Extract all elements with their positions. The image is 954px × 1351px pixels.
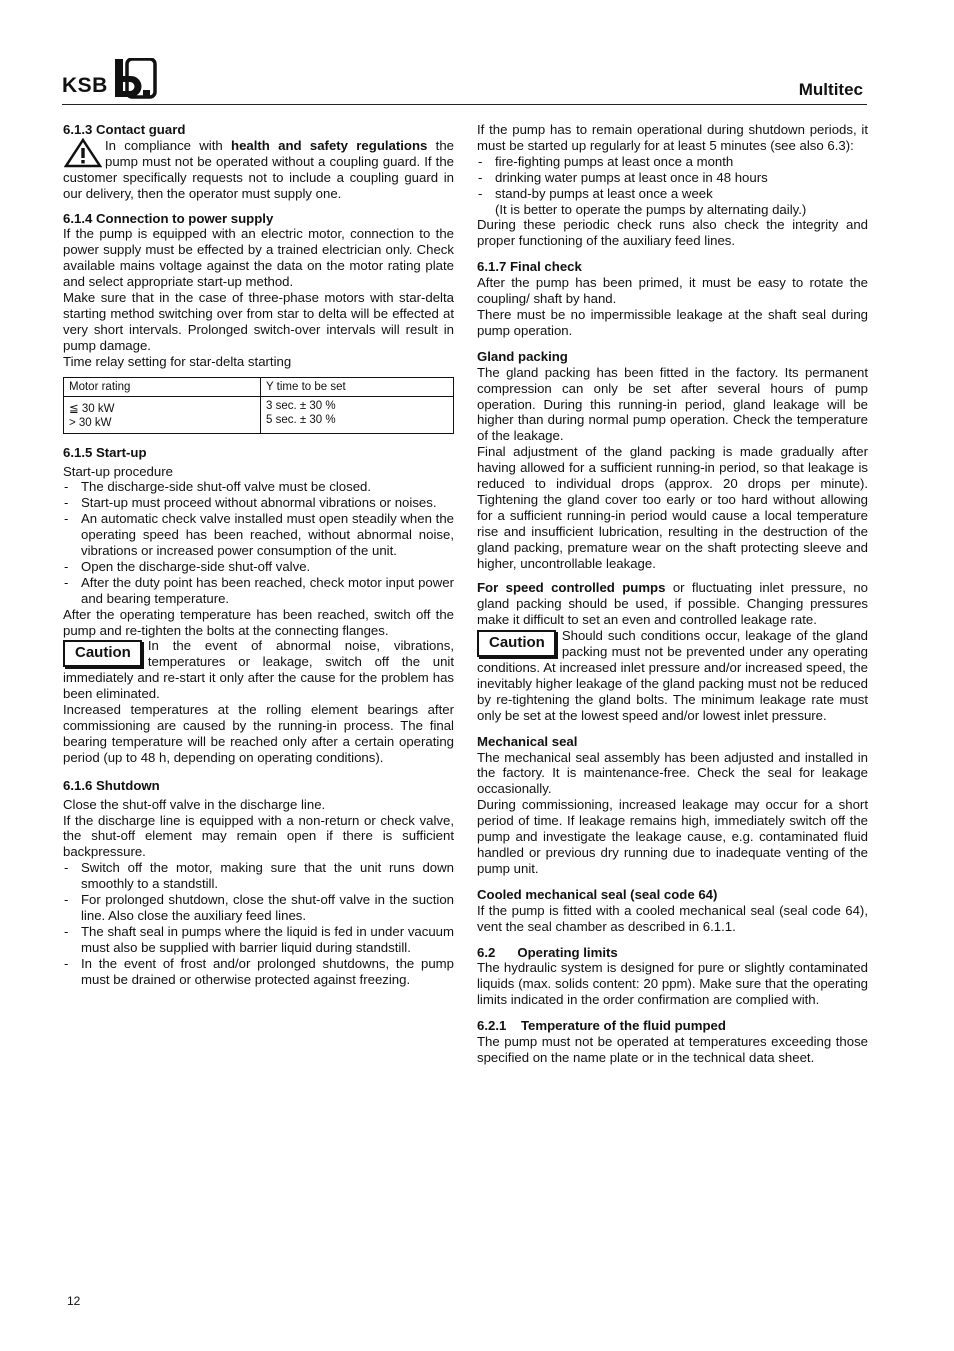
table-header-motor-rating: Motor rating (64, 377, 261, 396)
speed-controlled-bold: For speed controlled pumps (477, 580, 666, 596)
ksb-logo (62, 56, 157, 100)
table-cell-motor-rating (64, 396, 261, 433)
startup-para-3: Increased temperatures at the rolling element bearings after commissioning are caused by the running-in process. The final bearing temperature will be reached only after a certain operating period (up to 48 h, depending on operating conditions). (63, 702, 454, 765)
list-item: - fire-fighting pumps at least once a month (477, 154, 868, 170)
ksb-logo-mark-icon (113, 58, 157, 100)
final-check-para-2: There must be no impermissible leakage at the shaft seal during pump operation. (477, 306, 868, 338)
mechanical-seal-para-1: The mechanical seal assembly has been adjusted and installed in the factory. It is maintenance-free. Check the seal for leakage occasionally. (477, 749, 868, 797)
operating-limits-text: The hydraulic system is designed for pure or slightly contaminated liquids (max. solids content: 20 ppm). Make sure that the operating limits indicated in the order confirmation are complied with. (477, 960, 868, 1008)
list-item: - Open the discharge-side shut-off valve. (63, 559, 454, 575)
warning-triangle-icon (64, 138, 102, 168)
startup-list (63, 479, 454, 606)
speed-controlled-text (477, 580, 868, 628)
page-header (62, 54, 867, 105)
cooled-seal-text: If the pump is fitted with a cooled mechanical seal (seal code 64), vent the seal chamber as described in 6.1.1. (477, 902, 868, 934)
cooled-seal-heading: Cooled mechanical seal (seal code 64) (477, 886, 718, 902)
section-6-1-6-heading: 6.1.6 Shutdown (63, 777, 160, 793)
startup-caution-block (63, 638, 454, 702)
caution-badge: Caution (63, 640, 142, 667)
speed-controlled-rest: or fluctuating inlet pressure, no gland packing should be used, if possible. Changing pressures make it difficult to set an even and controlled leakage rate. (477, 580, 868, 628)
startup-intro: Start-up procedure (63, 463, 173, 479)
table-cell-time-1: 3 sec. ± 30 % (266, 399, 336, 412)
list-item: - stand-by pumps at least once a week (477, 186, 868, 202)
list-item: - Start-up must proceed without abnormal vibrations or noises. (63, 495, 454, 511)
caution-badge: Caution (477, 630, 556, 657)
mechanical-seal-heading: Mechanical seal (477, 733, 578, 749)
final-check-para-1: After the pump has been primed, it must be easy to rotate the coupling/ shaft by hand. (477, 275, 868, 307)
gland-packing-para-1: The gland packing has been fitted in the factory. Its permanent compression can only be set after several hours of pump operation. During this running-in period, gland leakage will be higher than during normal pump operation. Check the temperature of the leakage. (477, 364, 868, 444)
shutdown-para-1: Close the shut-off valve in the discharge line. (63, 796, 326, 812)
contact-guard-text (63, 138, 454, 202)
check-runs-text: During these periodic check runs also check the integrity and proper functioning of the auxiliary feed lines. (477, 217, 868, 249)
list-item: - An automatic check valve installed must open steadily when the operating speed has been reached, without abnormal noise, vibrations or increased power consumption of the unit. (63, 511, 454, 559)
fluid-temperature-text: The pump must not be operated at temperatures exceeding those specified on the name plate or in the technical data sheet. (477, 1034, 868, 1065)
right-column (477, 122, 868, 1066)
table-cell-time-2: 5 sec. ± 30 % (266, 413, 336, 426)
table-cell-rating-2: > 30 kW (69, 416, 112, 429)
left-column (63, 122, 454, 988)
shutdown-para-2: If the discharge line is equipped with a non-return or check valve, the shut-off element may remain open if there is sufficient backpressure. (63, 812, 454, 860)
list-item: - drinking water pumps at least once in 48 hours (477, 170, 868, 186)
section-6-1-5-heading: 6.1.5 Start-up (63, 444, 147, 460)
section-6-1-3-heading: 6.1.3 Contact guard (63, 122, 186, 137)
list-item: - In the event of frost and/or prolonged shutdowns, the pump must be drained or otherwise protected against freezing. (63, 956, 454, 988)
contact-guard-post: the pump must not be operated without a coupling guard. If the customer specifically requests not to include a coupling guard in our delivery, then the operator must supply one. (63, 137, 454, 201)
mechanical-seal-para-2: During commissioning, increased leakage may occur for a short period of time. If leakage remains high, immediately switch off the pump and investigate the leakage cause, e.g. contaminated fluid handled or previous dry running due to inadequate venting of the pump unit. (477, 797, 868, 876)
gland-packing-para-2: Final adjustment of the gland packing is made gradually after having allowed for a sufficient running-in period, so that leakage is reduced to individual drops (approx. 20 drops per minute). Tightening the gland cover too early or too hard without allowing for a sufficient running-in period would cause a local temperature rise and insufficient lubrication, resulting in the destruction of the gland packing, premature wear on the shaft protecting sleeve and higher, uncontrollable leakage. (477, 444, 868, 571)
power-supply-para-2: Make sure that in the case of three-phase motors with star-delta starting method switching over from star to delta will be effected at very short intervals. Prolonged switch-over intervals will result in pump damage. (63, 290, 454, 353)
section-6-2-heading: 6.2 Operating limits (477, 944, 618, 960)
gland-packing-heading: Gland packing (477, 348, 568, 364)
gland-caution-block (477, 628, 868, 723)
table-header-row (64, 377, 454, 396)
table-cell-y-time (261, 396, 454, 433)
list-item: - Switch off the motor, making sure that the unit runs down smoothly to a standstill. (63, 860, 454, 892)
logo-text: KSB (62, 74, 108, 97)
document-title: Multitec (798, 80, 863, 99)
gland-caution-text: Should such conditions occur, leakage of the gland packing must not be prevented under any operating conditions. At increased inlet pressure and/or increased speed, the inevitably higher leakage of the gland packing must not be reduced by re-tightening the gland bolts. The minimum leakage rate must only be set at the lowest speed and/or lowest inlet pressure. (477, 628, 868, 723)
page-number: 12 (67, 1294, 81, 1308)
regular-startup-list (477, 154, 868, 202)
list-item: - After the duty point has been reached, check motor input power and bearing temperature. (63, 575, 454, 607)
list-item: - For prolonged shutdown, close the shut-off valve in the suction line. Also close the auxiliary feed lines. (63, 892, 454, 924)
time-relay-table (63, 377, 454, 434)
contact-guard-pre: In compliance with (105, 137, 232, 153)
startup-caution-text: In the event of abnormal noise, vibrations, temperatures or leakage, switch off the unit immediately and re-start it only after the cause for the problem has been eliminated. (63, 638, 454, 702)
table-header-y-time: Y time to be set (261, 377, 454, 396)
section-6-1-4-heading: 6.1.4 Connection to power supply (63, 210, 274, 226)
power-supply-para-1: If the pump is equipped with an electric motor, connection to the power supply must be effected by a trained electrician only. Check available mains voltage against the data on the motor rating plate and select appropriate start-up method. (63, 226, 454, 290)
section-6-1-7-heading: 6.1.7 Final check (477, 259, 582, 275)
contact-guard-bold: health and safety regulations (231, 137, 428, 153)
regular-startup-intro: If the pump has to remain operational during shutdown periods, it must be started up regularly for at least 5 minutes (see also 6.3): (477, 122, 868, 153)
table-row (64, 396, 454, 433)
startup-para-2: After the operating temperature has been reached, switch off the pump and re-tighten the bolts at the connecting flanges. (63, 606, 454, 638)
shutdown-list (63, 860, 454, 987)
list-item: - The discharge-side shut-off valve must be closed. (63, 479, 454, 495)
alternating-note: (It is better to operate the pumps by alternating daily.) (495, 201, 807, 217)
section-6-2-1-heading: 6.2.1 Temperature of the fluid pumped (477, 1018, 726, 1034)
time-relay-caption: Time relay setting for star-delta starting (63, 353, 292, 369)
list-item: - The shaft seal in pumps where the liquid is fed in under vacuum must also be supplied with barrier liquid during standstill. (63, 924, 454, 956)
table-cell-rating-1: ≦ 30 kW (69, 402, 115, 415)
